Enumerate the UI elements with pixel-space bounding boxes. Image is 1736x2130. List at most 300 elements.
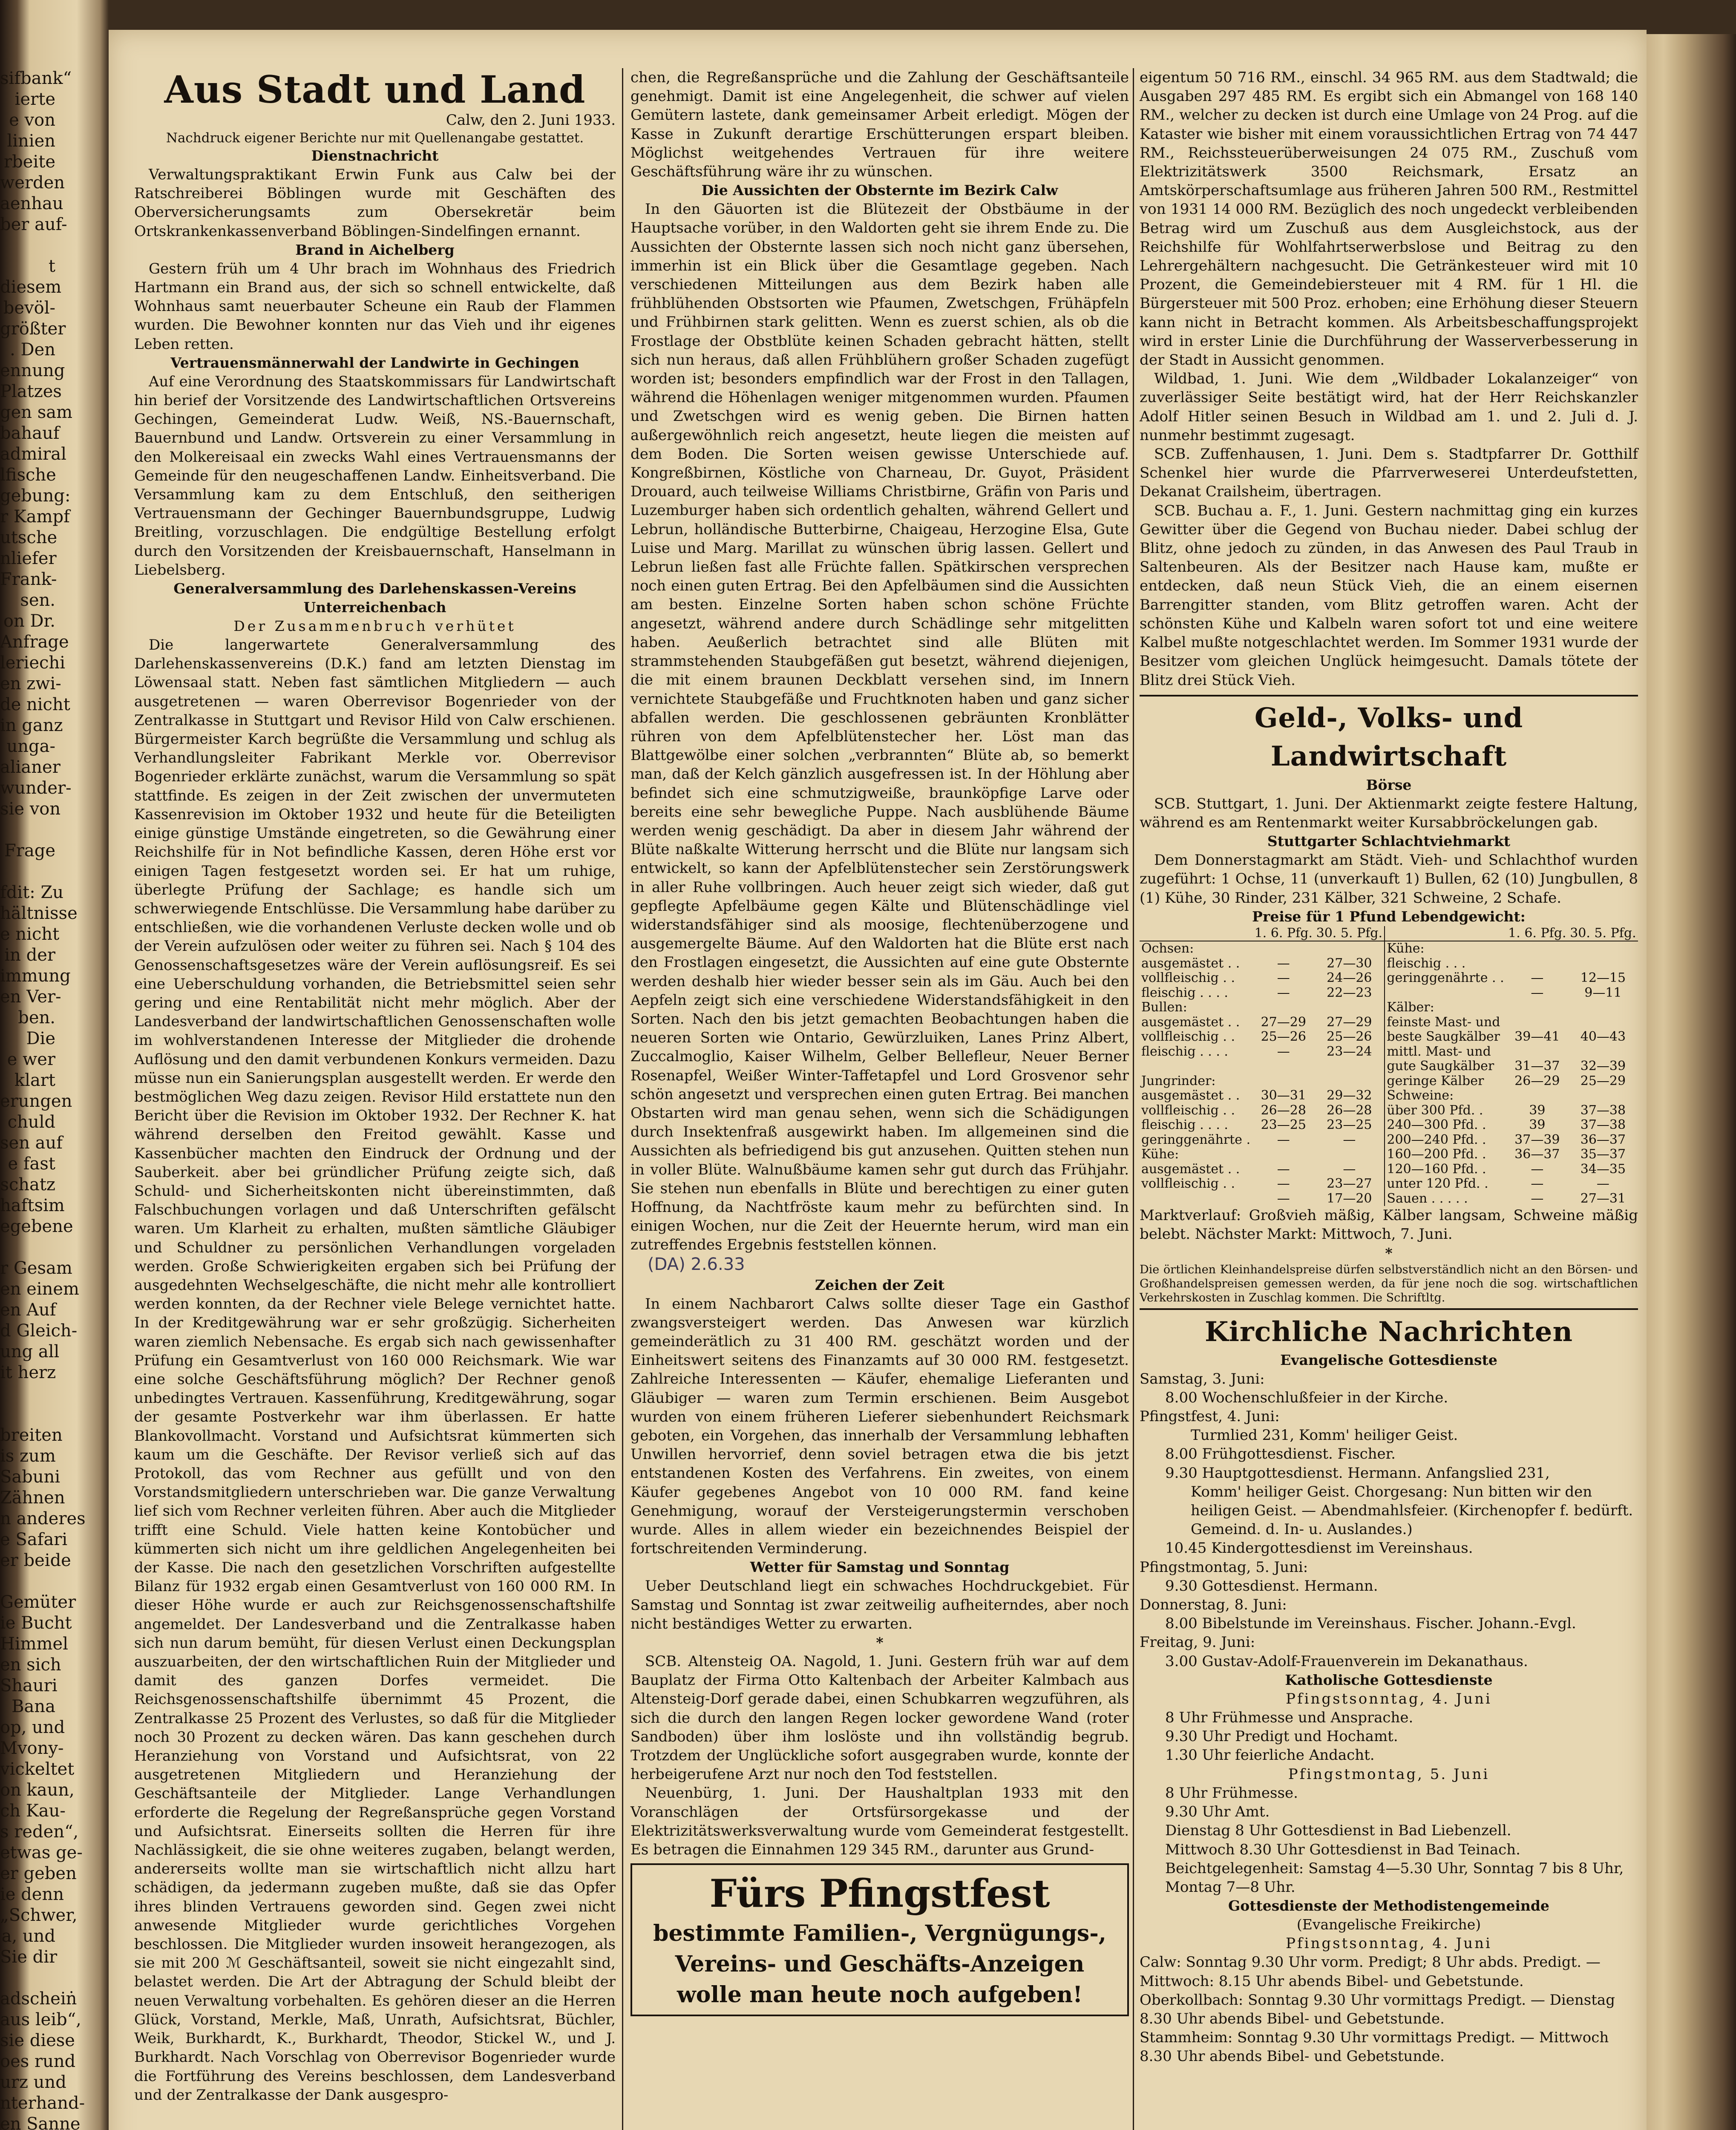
table-cell: fleischig . . . . [1141, 1044, 1228, 1059]
previous-page-strip [0, 68, 86, 2130]
strip-line: er geben [0, 1864, 77, 1883]
table-cell: — [1343, 1161, 1356, 1177]
table-row [1140, 956, 1638, 971]
table-cell: 40—43 [1580, 1029, 1626, 1045]
service-line: Freitag, 9. Juni: [1140, 1634, 1255, 1651]
strip-line: Mvony- [0, 1739, 64, 1758]
strip-line: ierte [14, 89, 55, 109]
table-cell: — [1277, 1176, 1290, 1192]
table-cell: unter 120 Pfd. . [1385, 1177, 1506, 1192]
article-paragraph: SCB. Buchau a. F., 1. Juni. Gestern nachmittag ging ein kurzes Gewitter über die Gegend von Buchau nieder. Dabei schlug der Blitz, ohne jedoch zu zünden, in das Anwesen des Paul Traub in Saltenbeuren. Als der Besitzer nach Hause kam, mußte er entdecken, daß neun Stück Vieh, die an einem eisernen Barrengitter standen, vom Blitz getroffen waren. Acht der schönsten Kühe und Kalbeln waren sofort tot und eine weitere Kalbel mußte notgeschlachtet werden. Im Sommer 1931 wurde der Besitzer vom gleichen Unglück heimgesucht. Damals tötete der Blitz drei Stück Vieh. [1140, 502, 1638, 689]
table-row [1140, 1177, 1638, 1192]
article-paragraph: Ueber Deutschland liegt ein schwaches Hochdruckgebiet. Für Samstag und Sonntag ist zwar zeitweilig aufheiterndes, aber noch nicht beständiges Wetter zu erwarten. [630, 1577, 1129, 1632]
table-cell: 25—26 [1261, 1029, 1306, 1045]
table-cell: vollfleischig . . [1141, 1029, 1235, 1045]
strip-line: erungen [0, 1091, 72, 1111]
strip-line: ennung [0, 361, 65, 380]
service-line: 9.30 Uhr Predigt und Hochamt. [1165, 1728, 1398, 1745]
table-row [1140, 1088, 1638, 1103]
table-cell: 37—38 [1580, 1117, 1626, 1133]
strip-line: en Auf [0, 1300, 56, 1320]
ad-line: bestimmte Familien-, Vergnügungs-, [653, 1920, 1106, 1947]
service-line: Samstag, 3. Juni: [1140, 1370, 1265, 1387]
section-head: Zeichen der Zeit [815, 1276, 944, 1293]
strip-line: op, und [0, 1718, 65, 1737]
table-cell [1252, 941, 1314, 956]
service-line: Dienstag 8 Uhr Gottesdienst in Bad Liebenzell. [1165, 1822, 1511, 1839]
table-cell: — [1531, 1161, 1544, 1177]
strip-line: gebung: [0, 486, 71, 506]
article-paragraph: SCB. Stuttgart, 1. Juni. Der Aktienmarkt zeigte festere Haltung, während es am Rentenmarkt weiter Kursabbröckelungen gab. [1140, 795, 1638, 831]
table-cell: — [1596, 1176, 1609, 1192]
strip-line: hältnisse [0, 904, 78, 923]
section-head: Gottesdienste der Methodistengemeinde [1228, 1897, 1549, 1914]
strip-line: Himmel [0, 1634, 68, 1654]
table-cell: — [1531, 1176, 1544, 1192]
table-header-cell: 1. 6. Pfg. [1506, 926, 1568, 941]
strip-line: in der [4, 945, 55, 965]
column-rule-1 [622, 68, 623, 2130]
table-cell: 31—37 [1514, 1059, 1560, 1074]
table-cell: — [1277, 956, 1290, 971]
strip-line: ch Kau- [0, 1801, 66, 1821]
section-head: Katholische Gottesdienste [1285, 1671, 1493, 1688]
table-cell: — [1277, 985, 1290, 1000]
table-cell: Ochsen: [1141, 941, 1194, 956]
strip-line: ben. [18, 1008, 55, 1028]
table-cell: 29—32 [1327, 1088, 1372, 1103]
fine-print-note: Die örtlichen Kleinhandelspreise dürfen selbstverständlich nicht an den Börsen- und Großhandelspreisen gemessen werden, da für jene noch die sog. wirtschaftlichen Verkehrskosten in Zuschlag kommen. Die Schriftltg. [1140, 1263, 1638, 1304]
table-cell: — [1277, 1161, 1290, 1177]
pencil-annotation: (DA) 2.6.33 [648, 1254, 745, 1274]
strip-line: klart [14, 1071, 55, 1090]
table-cell: 34—35 [1580, 1161, 1626, 1177]
table-cell: — [1343, 1132, 1356, 1147]
pentecost-advertisement [630, 1863, 1129, 2016]
strip-line: d Gleich- [0, 1321, 78, 1341]
table-cell: gute Saugkälber [1385, 1059, 1506, 1074]
column-regional-news [630, 68, 1129, 2130]
strip-line: on kaun, [0, 1780, 75, 1800]
strip-line: linien [7, 131, 55, 151]
strip-line: en einem [0, 1279, 79, 1299]
strip-line: er beide [0, 1551, 71, 1570]
table-cell: — [1531, 985, 1544, 1000]
article-paragraph: Verwaltungspraktikant Erwin Funk aus Calw bei der Ratschreiberei Böblingen wurde mit Geschäften des Oberversicherungsamts zum Obersekretär beim Ortskrankenkassenverband Böblingen-Sindelfingen ernannt. [134, 166, 616, 240]
table-cell [1252, 1000, 1314, 1015]
table-cell: Schweine: [1385, 1088, 1506, 1103]
table-cell [1506, 1000, 1568, 1015]
service-line: 8.00 Wochenschlußfeier in der Kirche. [1165, 1389, 1448, 1406]
strip-line: Zähnen [0, 1488, 65, 1508]
strip-line: fdit: Zu [0, 883, 64, 902]
section-head: Die Aussichten der Obsternte im Bezirk Calw [701, 182, 1058, 199]
section-divider [1140, 1308, 1638, 1310]
table-row [1140, 1030, 1638, 1045]
service-line: Donnerstag, 8. Juni: [1140, 1596, 1287, 1614]
table-row [1140, 1103, 1638, 1118]
strip-line [0, 235, 55, 256]
article-paragraph: Gestern früh um 4 Uhr brach im Wohnhaus des Friedrich Hartmann ein Brand aus, der sich so schnell entwickelte, daß Wohnhaus samt neuerbauter Scheune ein Raub der Flammen wurden. Die Bewohner konnten nur das Vieh und ihr eigenes Leben retten. [134, 260, 616, 353]
strip-line [0, 861, 55, 882]
table-cell: geringe Kälber [1385, 1074, 1506, 1089]
table-header-cell [1385, 926, 1506, 941]
table-row [1140, 1059, 1638, 1074]
strip-line: en zwi- [0, 674, 61, 694]
article-paragraph: SCB. Zuffenhausen, 1. Juni. Dem s. Stadtpfarrer Dr. Gotthilf Schenkel hier wurde die Pfarrverweserei Unterdeufstetten, Dekanat Crailsheim, übertragen. [1140, 446, 1638, 501]
strip-line: en Sanne [0, 2114, 81, 2130]
strip-line: ie Bucht [0, 1613, 72, 1633]
strip-line: Platzes [0, 382, 62, 401]
table-cell: über 300 Pfd. . [1385, 1103, 1506, 1118]
strip-line: rbeite [4, 152, 55, 172]
table-cell: 36—37 [1580, 1132, 1626, 1147]
service-line: Oberkollbach: Sonntag 9.30 Uhr vormittags Predigt. — Dienstag 8.30 Uhr abends Bibel- und Gebetstunde. [1140, 1991, 1615, 2027]
service-line: Komm' heiliger Geist. Chorgesang: Nun bitten wir den heiligen Geist. — Abendmahlsfeier. (Kirchenopfer f. bedürft. Gemeind. d. In- u. Auslandes.) [1191, 1483, 1633, 1538]
strip-line: r Gesam [0, 1258, 72, 1278]
service-line: 10.45 Kindergottesdienst im Vereinshaus. [1165, 1540, 1473, 1557]
strip-line: nterhand- [0, 2093, 85, 2113]
table-row [1140, 1118, 1638, 1133]
table-row [1140, 1000, 1638, 1015]
strip-line: it herz [0, 1363, 56, 1382]
table-cell: ausgemästet . . [1141, 1088, 1240, 1103]
table-cell: 26—28 [1327, 1102, 1372, 1118]
strip-line: a, und [1, 1926, 55, 1946]
table-cell: 26—29 [1514, 1073, 1560, 1088]
table-cell: 160—200 Pfd. . [1385, 1147, 1506, 1162]
evangelical-services [1140, 1370, 1638, 1671]
table-cell [1506, 941, 1568, 956]
table-cell: 27—29 [1327, 1014, 1372, 1030]
strip-line: alianer [0, 757, 60, 777]
section-head: Evangelische Gottesdienste [1280, 1351, 1497, 1368]
strip-line: urz und [0, 2072, 66, 2092]
service-line: 8.00 Frühgottesdienst. Fischer. [1165, 1445, 1396, 1463]
table-cell [1140, 1192, 1252, 1206]
strip-line: leriechi [0, 653, 66, 673]
table-header-row [1140, 926, 1638, 941]
table-cell [1314, 1147, 1385, 1162]
strip-line: Sie dir [0, 1947, 58, 1967]
price-table-body [1140, 941, 1638, 1206]
table-row [1140, 986, 1638, 1001]
table-cell: Bullen: [1141, 1000, 1187, 1015]
table-cell: 26—28 [1261, 1102, 1306, 1118]
table-cell [1506, 1045, 1568, 1059]
table-cell [1252, 1074, 1314, 1089]
market-summary: Marktverlauf: Großvieh mäßig, Kälber langsam, Schweine mäßig belebt. Nächster Markt: Mittwoch, 7. Juni. [1140, 1207, 1638, 1243]
service-line: 8.00 Bibelstunde im Vereinshaus. Fischer. Johann.-Evgl. [1165, 1615, 1576, 1632]
table-cell [1568, 956, 1638, 971]
section-head: Generalversammlung des Darlehenskassen-Vereins Unterreichenbach [173, 580, 576, 616]
strip-line [0, 1571, 55, 1592]
service-line: Turmlied 231, Komm' heiliger Geist. [1191, 1427, 1458, 1444]
subheading: Der Zusammenbruch verhütet [233, 618, 516, 635]
strip-line: ber auf- [0, 215, 67, 234]
table-cell [1568, 1045, 1638, 1059]
strip-line: t [48, 256, 55, 276]
table-cell: geringgenährte . [1141, 1132, 1251, 1147]
table-cell: Kühe: [1141, 1147, 1179, 1162]
article-paragraph: Dem Donnerstagmarkt am Städt. Vieh- und Schlachthof wurden zugeführt: 1 Ochse, 11 (unverkauft 1) Bullen, 62 (10) Jungbullen, 8 (1) Kühe, 30 Rinder, 231 Kälber, 321 Schweine, 2 Schafe. [1140, 852, 1638, 907]
strip-line: e fast [8, 1154, 55, 1174]
table-cell: beste Saugkälber [1385, 1030, 1506, 1045]
strip-line: lfische [0, 465, 56, 485]
strip-line: diesem [0, 277, 62, 297]
table-cell: 23—25 [1327, 1117, 1372, 1133]
table-cell [1252, 1059, 1314, 1074]
strip-line: s reden“, [0, 1822, 79, 1842]
table-cell: — [1531, 1191, 1544, 1206]
dateline: Calw, den 2. Juni 1933. [446, 112, 616, 129]
strip-line: Anfrage [0, 632, 69, 652]
table-cell: 200—240 Pfd. . [1385, 1133, 1506, 1148]
table-cell: vollfleischig . . [1141, 1176, 1235, 1192]
table-row [1140, 971, 1638, 986]
strip-line: sie diese [0, 2031, 75, 2050]
separator-star: * [876, 1634, 884, 1651]
table-cell: 23—27 [1327, 1176, 1372, 1192]
table-cell: — [1277, 1191, 1290, 1206]
strip-line: bahauf [0, 423, 60, 443]
strip-line: unga- [6, 737, 55, 756]
strip-line: r Kampf [0, 507, 70, 527]
strip-line: is zum [0, 1446, 56, 1466]
strip-line: Frank- [0, 570, 57, 589]
service-line: 9.30 Gottesdienst. Hermann. [1165, 1577, 1378, 1595]
table-cell: 27—31 [1580, 1191, 1626, 1206]
strip-line: on Dr. [3, 611, 55, 631]
strip-line: egebene [0, 1217, 73, 1236]
strip-line: sifbank“ [0, 69, 72, 88]
table-row [1140, 941, 1638, 956]
service-line: 3.00 Gustav-Adolf-Frauenverein im Dekanathaus. [1165, 1652, 1528, 1670]
table-cell [1314, 941, 1385, 956]
table-cell: ausgemästet . . [1141, 956, 1240, 971]
strip-line: de nicht [0, 695, 70, 714]
section-head: Wetter für Samstag und Sonntag [750, 1559, 1010, 1576]
table-cell: Jungrinder: [1141, 1073, 1216, 1088]
pencil-annotation-area [630, 1255, 1129, 1276]
table-cell: vollfleischig . . [1141, 1102, 1235, 1118]
table-header-cell: 30. 5. Pfg. [1568, 926, 1638, 941]
table-row [1140, 1162, 1638, 1177]
price-table-title: Preise für 1 Pfund Lebendgewicht: [1252, 908, 1526, 925]
table-header-cell: 1. 6. Pfg. [1252, 926, 1314, 941]
strip-line: „Schwer, [0, 1905, 78, 1925]
section-subhead: (Evangelische Freikirche) [1296, 1916, 1481, 1933]
section-divider [1140, 695, 1638, 697]
strip-line: Die [26, 1029, 55, 1048]
strip-line: Frage [4, 841, 55, 861]
article-paragraph: SCB. Altensteig OA. Nagold, 1. Juni. Gestern früh war auf dem Bauplatz der Firma Otto Kaltenbach der Arbeiter Kalmbach aus Altensteig-Dorf gerade dabei, einen Schubkarren wegzuführen, als sich die durch den langen Regen locker gewordene Wand (roter Sandboden) über ihm loslöste und ihn vollständig begrub. Trotzdem der Unglückliche sofort ausgegraben wurde, konnte der herbeigerufene Arzt nur noch den Tod feststellen. [630, 1653, 1129, 1783]
column-rule-2 [1133, 68, 1134, 2130]
table-cell: 120—160 Pfd. . [1385, 1162, 1506, 1177]
strip-line: ie denn [0, 1885, 64, 1904]
strip-line: wunder- [0, 778, 72, 798]
table-cell: ausgemästet . . [1141, 1161, 1240, 1177]
table-cell: 23—24 [1327, 1044, 1372, 1059]
strip-line: haftsim [0, 1196, 65, 1215]
table-cell: 9—11 [1584, 985, 1622, 1000]
article-paragraph: In den Gäuorten ist die Blütezeit der Obstbäume in der Hauptsache vorüber, in den Waldorten geht sie ihrem Ende zu. Die Aussichten der Obsternte lassen sich noch nicht ganz übersehen, immerhin ist ein Blick über die Gesamtlage gegeben. Nach verschiedenen Mitteilungen aus dem Bezirk haben alle frühblühenden Obstsorten wie Pfaumen, Zwetschgen, Frühäpfeln und Frühbirnen stark gelitten. Wenn es zuerst schien, als ob die Frostlage der Obstblüte keinen Schaden gebracht hätten, stellt sich nun heraus, daß allen Frühblühern großer Schaden zugefügt worden ist; besonders empfindlich war der Frost in den Tallagen, während die Höhenlagen weniger mitgenommen wurden. Pfaumen und Zwetschgen wird es wenig geben. Die Birnen hatten außergewöhnlich reich angesetzt, heute liegen die meisten auf dem Boden. Die Sorten weisen gewisse Unterschiede auf. Kongreßbirnen, Köstliche von Charneau, Dr. Guyot, Präsident Drouard, auch teilweise Williams Christbirne, Gräfin von Paris und Luzemburger haben sich ordentlich gehalten, während Gellert und Lebrun, holländische Butterbirne, Chaigeau, Herzogine Elsa, Gute Luise und Marg. Marillat zu wünschen übrig lassen. Gellert und Lebrun ließen fast alle Früchte fallen. Spätkirschen versprechen noch einen guten Ertrag. Bei den Apfelbäumen sind die Aussichten am besten. Einzelne Sorten haben schon schöne Früchte angesetzt, während andere durch Schädlinge sehr mitgelitten haben. Aeußerlich betrachtet sind alle Blüten mit strammstehenden Staubgefäßen gut besetzt, während diejenigen, die mit einem braunen Deckblatt versehen sind, im Innern vernichtete Staubgefäße und Fruchtknoten haben und ganz sicher abfallen werden. Die geschlossenen gebräunten Kronblätter rühren von dem Apfelblütenstecher her. Löst man das Blattgewölbe einer solchen „verbrannten“ Blüte ab, so bemerkt man, daß der Kelch gänzlich ausgefressen ist. In der Höhlung aber befindet sich eine schmutzigweiße, braunköpfige Larve oder bereits eine sehr bewegliche Puppe. Nach ausblühende Bäume werden wenig geschädigt. Da aber in diesem Jahr während der Blüte naßkalte Witterung herrscht und die Blüte nur langsam sich entwickelt, so kann der Apfelblütenstecher sein Zerstörungswerk in aller Ruhe vollbringen. Auch heuer zeigt sich wieder, daß gut gepflegte Apfelbäume gegen Kälte und Blütenschädlinge viel widerstandsfähiger sind als moosige, flechtenüberzogene und ausgemergelte Bäume. Auf den Waldorten hat die Blüte erst nach den Frostlagen eingesetzt, die Aussichten auf eine gute Obsternte werden deshalb hier wieder besser sein als im Gäu. Auch bei den Aepfeln zeigt sich eine verschiedene Widerstandsfähigkeit in den Sorten. Nach den bis jetzt gemachten Beobachtungen haben die neueren Sorten wie Ontario, Gewürzluiken, Lanes Prinz Albert, Zuccalmoglio, Kaiser Wilhelm, Gelber Bellefleur, Neuer Berner Rosenapfel, Weißer Winter-Taffetapfel und Lord Grosvenor sehr schön angesetzt und versprechen einen guten Ertrag. Bei manchen Obstarten wird man genau sehen, wenn sich die Schädigungen durch Insektenfraß ausgewirkt haben. Im allgemeinen sind die Aussichten als befriedigend bis gut anzusehen. Quitten stehen nun in voller Blüte. Walnußbäume kamen sehr gut durch das Frühjahr. Sie stehen nun ebenfalls in Blüte und berechtigen zu einer guten Hoffnung, da Nachtfröste kaum mehr zu befürchten sind. In einigen Wochen, nur die Zeit der Heuernte herum, wird man ein zutreffendes Ergebnis feststellen können. [630, 201, 1129, 1254]
table-cell [1506, 1088, 1568, 1103]
strip-line: sie von [0, 799, 61, 819]
table-cell [1568, 941, 1638, 956]
strip-line: werden [0, 173, 65, 193]
table-cell: 17—20 [1327, 1191, 1372, 1206]
strip-line [0, 1404, 55, 1425]
separator-star: * [1385, 1244, 1393, 1261]
table-row [1140, 1045, 1638, 1059]
strip-line: Gemüter [0, 1592, 76, 1612]
table-cell: Kühe: [1385, 941, 1506, 956]
strip-line [0, 1383, 55, 1404]
table-cell [1506, 1015, 1568, 1030]
strip-line: aus leib“, [0, 2010, 81, 2029]
strip-line: adscheiṅ [0, 1989, 77, 2009]
strip-line: etwas ge- [0, 1843, 83, 1862]
service-line: Pfingstmontag, 5. Juni: [1140, 1558, 1308, 1576]
strip-line: chuld [7, 1112, 55, 1132]
strip-line: e nicht [0, 924, 60, 944]
table-row [1140, 1192, 1638, 1206]
strip-line: vickeltet [0, 1759, 75, 1779]
table-cell [1385, 986, 1506, 1001]
table-cell: Sauen . . . . . [1385, 1192, 1506, 1206]
strip-line: aenhau [0, 194, 63, 213]
strip-line: gen sam [0, 403, 73, 422]
strip-line: immung [0, 966, 71, 986]
reprint-notice: Nachdruck eigener Berichte nur mit Quellenangabe gestattet. [166, 130, 584, 146]
ad-headline: Fürs Pfingstfest [709, 1871, 1050, 1917]
table-row [1140, 1074, 1638, 1089]
service-line: 1.30 Uhr feierliche Andacht. [1165, 1747, 1375, 1764]
strip-line: e von [9, 110, 55, 130]
strip-line: Shauri [0, 1676, 58, 1695]
ad-line: wolle man heute noch aufgeben! [677, 1982, 1083, 2008]
strip-line: admiral [0, 444, 66, 464]
service-line: Beichtgelegenheit: Samstag 4—5.30 Uhr, Sonntag 7 bis 8 Uhr, Montag 7—8 Uhr. [1165, 1859, 1624, 1896]
strip-line: breiten [0, 1425, 63, 1445]
article-paragraph: Die langerwartete Generalversammlung des Darlehenskassenvereins (D.K.) fand am letzten Dienstag im Löwensaal statt. Neben fast sämtlichen Mitgliedern — auch ausgetretenen — waren Oberrevisor Bogenrieder von der Zentralkasse in Stuttgart und Revisor Hild von Calw erschienen. Bürgermeister Karch begrüßte die Versammlung und schlug als Verhandlungsleiter Fabrikant Merkle vor. Oberrevisor Bogenrieder erklärte zunächst, warum die Versammlung so spät stattfinde. Es zeigen in der Zeit zwischen der unvermuteten Kassenrevision im Oktober 1932 und heute für die Beteiligten einige günstige Umstände eingetreten, so die Gewährung einer Reichshilfe für in Not befindliche Kassen, deren Höhe erst vor einigen Tagen festgesetzt worden sei. Er hat um ruhige, überlegte Prüfung der Sachlage; es handle sich um schwerwiegende Entschlüsse. Die Versammlung habe darüber zu entschließen, wie die vorhandenen Verluste decken wolle und ob der Verein aufzulösen oder weiter zu führen sei. Nach § 104 des Genossenschaftsgesetzes wäre der Verein auflösungsreif. Es sei eine Ueberschuldung vorhanden, die Betriebsmittel seien sehr gering und eine Rentabilität nicht mehr möglich. Aber der Landesverband der landwirtschaftlichen Genossenschaften wolle im wohlverstandenen Interesse der Mitglieder die drohende Auflösung und den damit verbundenen Konkurs vermeiden. Dazu müsse nun ein Sanierungsplan ausgestellt werden. Er werde den bestmöglichen Weg dazu zeigen. Revisor Hild erstattete nun den Bericht über die Revision im Oktober 1932. Der Rechner K. hat während derselben den Freitod gewählt. Kasse und Kassenbücher machten den Eindruck der Ordnung und der Sauberkeit. aber bei gründlicher Prüfung zeigte sich, daß Schuld- und Sicherheitskonten nicht übereinstimmten, daß Falschbuchungen vorlagen und daß Unterschriften gefälscht waren. Um Klarheit zu erhalten, mußten sämtliche Gläubiger und Schuldner zu persönlichen Verhandlungen vorgeladen werden. Große Schwierigkeiten ergaben sich bei Prüfung der ausgedehnten Wechselgeschäfte, die nicht mehr alle kontrolliert werden konnten, da der Rechner viele Belege vernichtet hatte. In der Kreditgewährung war er sehr großzügig. Sicherheiten waren ziemlich Nebensache. Es ergab sich nach gewissenhafter Prüfung ein Gesamtverlust von 160 000 Reichsmark. Wie war eine solche Geschäftsführung möglich? Der Rechner genoß unbedingtes Vertrauen. Kassenführung, Kreditgewährung, sogar der gesamte Postverkehr war ihm überlassen. Er hatte Blankovollmacht. Vorstand und Aufsichtsrat kümmerten sich kaum um die Geschäfte. Der Revisor verließ sich auf das Protokoll, das vom Rechner aus gefüllt und von den Vorstandsmitgliedern unterschrieben war. Die ganze Verwaltung lief sich vom Rechner verleiten führen. Aber auch die Mitglieder trifft eine Schuld. Viele hatten keine Kontobücher und kümmerten sich nicht um ihre geldlichen Angelegenheiten bei der Kasse. Die nach den gesetzlichen Vorschriften aufgestellte Bilanz für 1932 ergab einen Gesamtverlust von 160 000 RM. In dieser Höhe wurde er auch zur Reichsgenossenschaftshilfe angemeldet. Der Landesverband und die Zentralkasse haben sich nun darum bemüht, für diesen Verlust einen Deckungsplan auszuarbeiten, der den wirtschaftlichen Ruin der Mitglieder und damit des ganzen Dorfes vermeidet. Die Reichsgenossenschaftshilfe übernimmt 45 Prozent, die Zentralkasse 25 Prozent des Verlustes, so daß für die Mitglieder noch 30 Prozent zu decken wären. Das kann geschehen durch Heranziehung von Vorstand und Aufsichtsrat, von 22 ausgetretenen Mitgliedern und Heranziehung der Geschäftsanteile der Mitglieder. Lange Verhandlungen erforderte die Regelung der Regreßansprüche gegen Vorstand und Aufsichtsrat. Einerseits sollten die Herren für ihre Nachlässigkeit, die sie ohne weiteres zugaben, belangt werden, andererseits wollte man sie wirtschaftlich nicht allzu hart schädigen, da jedermann zugeben mußte, daß sie das Opfer ihres blinden Vertrauens geworden sind. Gegen zwei nicht anwesende Mitglieder wurde gerichtliches Vorgehen beschlossen. Die Mitglieder wurden insoweit herangezogen, als sie mit 200 ℳ Geschäftsanteil, soweit sie nicht eingezahlt sind, belastet werden. Die Art der Abtragung der Schuld bleibt der neuen Verwaltung vorbehalten. Es gehören dieser an die Herren Glück, Vorstand, Merkle, Maß, Unrath, Aufsichtsrat, Büchler, Weik, Burkhardt, K., Burkhardt, Theodor, Stickel W., und J. Burkhardt. Nach Vorschlag von Oberrevisor Bogenrieder wurde die Fortführung des Vereins beschlossen, dem Landesverband und der Zentralkasse der Dank ausgespro- [134, 636, 616, 2104]
table-cell: 23—25 [1261, 1117, 1306, 1133]
section-head: Börse [1366, 776, 1412, 793]
catholic-services [1140, 1690, 1638, 1897]
table-cell: 37—38 [1580, 1102, 1626, 1118]
section-title-church: Kirchliche Nachrichten [1204, 1315, 1573, 1348]
table-header-cell [1140, 926, 1252, 941]
table-cell: fleischig . . . [1385, 956, 1506, 971]
table-cell: fleischig . . . . [1141, 985, 1228, 1000]
section-head: Vertrauensmännerwahl der Landwirte in Gechingen [170, 354, 579, 371]
table-row [1140, 1015, 1638, 1030]
strip-line [0, 1968, 55, 1989]
service-line: Calw: Sonntag 9.30 Uhr vorm. Predigt; 8 Uhr abds. Predigt. — Mittwoch: 8.15 Uhr abends Bibel- und Gebetstunde. [1140, 1954, 1601, 1990]
page-edge [1647, 34, 1736, 2130]
article-paragraph: Wildbad, 1. Juni. Wie dem „Wildbader Lokalanzeiger“ von zuverlässiger Seite bestätigt wird, hat der Herr Reichskanzler Adolf Hitler seinen Besuch in Wildbad am 1. und 2. Juli d. J. nunmehr bestimmt zugesagt. [1140, 370, 1638, 444]
masthead-aus-stadt-und-land: Aus Stadt und Land [164, 67, 586, 112]
methodist-services [1140, 1934, 1638, 2066]
section-head: Dienstnachricht [311, 147, 439, 164]
table-cell: 32—39 [1580, 1059, 1626, 1074]
table-cell [1314, 1074, 1385, 1089]
strip-line: in ganz [0, 716, 63, 735]
table-cell: 24—26 [1327, 970, 1372, 986]
column-economy-church [1140, 68, 1638, 2130]
service-line: Pfingstfest, 4. Juni: [1140, 1408, 1280, 1425]
section-head: Stuttgarter Schlachtviehmarkt [1267, 833, 1511, 850]
table-cell: — [1277, 1132, 1290, 1147]
table-cell: vollfleischig . . [1141, 970, 1235, 986]
strip-line: n anderes [0, 1509, 86, 1528]
table-cell: — [1277, 970, 1290, 986]
strip-line: sen auf [0, 1133, 63, 1153]
table-cell: fleischig . . . . [1141, 1117, 1228, 1133]
table-cell: 36—37 [1514, 1147, 1560, 1162]
section-title-economy: Geld-, Volks- und Landwirtschaft [1254, 702, 1523, 772]
service-line: Pfingstsonntag, 4. Juni [1286, 1935, 1492, 1952]
table-cell [1568, 1000, 1638, 1015]
table-cell: mittl. Mast- und [1385, 1045, 1506, 1059]
table-cell: 39 [1529, 1117, 1546, 1133]
service-line: Mittwoch 8.30 Uhr Gottesdienst in Bad Teinach. [1165, 1841, 1520, 1858]
strip-line: oes rund [0, 2052, 76, 2071]
table-cell: 30—31 [1261, 1088, 1306, 1103]
service-line: 8 Uhr Frühmesse und Ansprache. [1165, 1709, 1414, 1727]
table-cell: 37—39 [1514, 1132, 1560, 1147]
strip-line: sen. [20, 590, 55, 610]
table-cell: 22—23 [1327, 985, 1372, 1000]
table-cell [1314, 1000, 1385, 1015]
strip-line: schatz [0, 1175, 55, 1195]
strip-line: größter [0, 319, 66, 339]
table-cell [1314, 1059, 1385, 1074]
service-line: Pfingstmontag, 5. Juni [1288, 1765, 1490, 1783]
strip-line: Bana [12, 1697, 55, 1716]
service-line: 9.30 Hauptgottesdienst. Hermann. Anfangslied 231, [1165, 1464, 1550, 1482]
table-cell: 39 [1529, 1102, 1546, 1118]
table-cell: 12—15 [1580, 970, 1626, 986]
table-cell: ausgemästet . . [1141, 1014, 1240, 1030]
table-cell: 25—29 [1580, 1073, 1626, 1088]
strip-line: Sabuni [0, 1467, 60, 1487]
table-cell: 39—41 [1514, 1029, 1560, 1045]
table-cell [1252, 1147, 1314, 1162]
table-header-cell: 30. 5. Pfg. [1314, 926, 1385, 941]
strip-line: e Safari [0, 1530, 68, 1549]
table-cell: 240—300 Pfd. . [1385, 1118, 1506, 1133]
article-paragraph: eigentum 50 716 RM., einschl. 34 965 RM. aus dem Stadtwald; die Ausgaben 297 485 RM. Es ergibt sich ein Abmangel von 168 140 RM., welcher zu decken ist durch eine Umlage von 24 Prog. auf die Kataster wie bisher mit einem voraussichtlichen Ertrag von 74 447 RM., Reichssteuerüberweisungen 24 075 RM., Zuschuß vom Elektrizitätswerk 3500 Reichsmark, Ersatz an Amtskörperschaftsumlage aus früheren Jahren 500 RM., Restmittel von 1931 14 000 RM. Bezüglich des noch ungedeckt verbleibenden Betrag wird um Zuschuß aus dem Ausgleichstock, aus der Reichshilfe für Wohlfahrtserwerbslose und Beitrag zu den Lehrergehältern nachgesucht. Die Getränkesteuer wird mit 10 Prozent, die Gemeindebiersteuer mit 4 RM. für 1 Hl. die Bürgersteuer mit 500 Proz. erhoben; eine Erhöhung dieser Steuern kann nicht in Betracht kommen. Als Arbeitsbeschaffungsprojekt wird in erster Linie die Durchführung der Wasserverbesserung in der Stadt in Aussicht genommen. [1140, 69, 1638, 369]
table-cell: Kälber: [1385, 1000, 1506, 1015]
strip-line: en sich [0, 1655, 61, 1675]
article-paragraph: chen, die Regreßansprüche und die Zahlung der Geschäftsanteile genehmigt. Damit ist eine Angelegenheit, die schwer auf vielen Gemütern lastete, dank gemeinsamer Arbeit erledigt. Mögen der Kasse in Zukunft derartige Erschütterungen erspart bleiben. Möglichst weitgehendes Vertrauen für ihre weitere Geschäftsführung wäre ihr zu wünschen. [630, 69, 1129, 181]
service-line: Stammheim: Sonntag 9.30 Uhr vormittags Predigt. — Mittwoch 8.30 Uhr abends Bibel- und Gebetstunde. [1140, 2029, 1609, 2065]
article-paragraph: In einem Nachbarort Calws sollte dieser Tage ein Gasthof zwangsversteigert werden. Das Anwesen war kürzlich gemeinderätlich zu 31 400 RM. geschätzt worden und der Einheitswert seitens des Finanzamts auf 30 000 RM. festgesetzt. Zahlreiche Interessenten — Käufer, ehemalige Lieferanten und Gläubiger — waren zum Termin erschienen. Beim Ausgebot wurden von einem früheren Lieferer siebenhundert Reichsmark geboten, ein Vorgehen, das innerhalb der Versammlung lebhaften Unwillen hervorrief, denn soviel betragen etwa die bis jetzt entstandenen Kosten des Verfahrens. Ein zweites, von einem Käufer gegebenes Angebot von 10 000 RM. fand keine Genehmigung, worauf der Versteigerungstermin verschoben wurde. Alles in allem wieder ein bezeichnendes Beispiel der fortschreitenden Verminderung. [630, 1295, 1129, 1557]
livestock-price-table [1140, 926, 1638, 1206]
service-line: 9.30 Uhr Amt. [1165, 1803, 1270, 1821]
service-line: 8 Uhr Frühmesse. [1165, 1784, 1298, 1802]
table-cell: 27—30 [1327, 956, 1372, 971]
section-head: Brand in Aichelberg [295, 241, 455, 258]
table-cell: geringgenährte . . [1385, 971, 1506, 986]
strip-line [0, 820, 55, 840]
strip-line: . Den [10, 340, 55, 360]
table-cell [1568, 1015, 1638, 1030]
table-cell: 35—37 [1580, 1147, 1626, 1162]
table-cell: 27—29 [1261, 1014, 1306, 1030]
